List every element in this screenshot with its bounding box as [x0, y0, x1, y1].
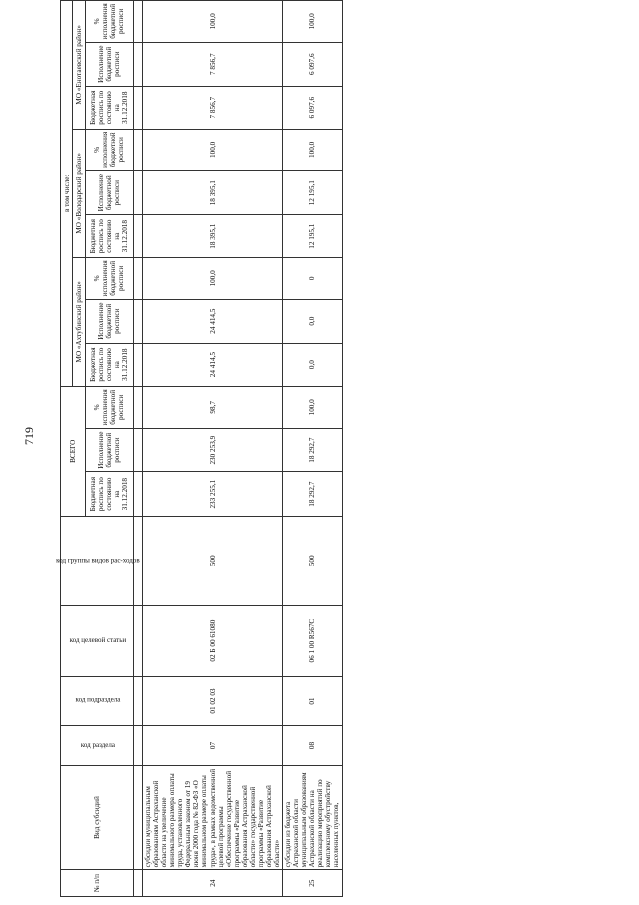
row-mo2-pct: 100,0: [283, 129, 342, 171]
subsidy-table: [55, 0, 343, 897]
row-total-pct: 98,7: [143, 386, 283, 429]
header-mo2: МО «Володарский район»: [73, 129, 85, 257]
header-mo1-pct: % исполнения бюджетной росписи: [85, 258, 133, 300]
header-mo3: МО «Енотаевский район»: [73, 1, 85, 130]
row-mo3-plan: 7 856,7: [143, 86, 283, 129]
header-v-tom-chisle: в том числе:: [61, 1, 73, 387]
spacer-row: [134, 1, 143, 897]
row-mo1-pct: 100,0: [143, 258, 283, 300]
row-total-plan: 233 255,1: [143, 472, 283, 517]
row-mo3-pct: 100,0: [283, 1, 342, 43]
header-total-pct: % исполнения бюджетной росписи: [85, 386, 133, 429]
row-mo2-fact: 12 195,1: [283, 171, 342, 215]
row-celevaya: 06 1 00 R567C: [283, 605, 342, 676]
row-mo2-pct: 100,0: [143, 129, 283, 171]
header-mo3-plan: Бюджетная роспись по состоянию на 31.12.2018: [85, 86, 133, 129]
row-mo3-fact: 7 856,7: [143, 42, 283, 86]
row-type: субсидии из бюджета Астраханской области муниципальным образованиям Астраханской области на реализацию мероприятий по комплексному обустройству населенных пунктов,: [283, 765, 342, 870]
row-mo1-fact: 0,0: [283, 299, 342, 343]
row-celevaya: 02 Б 00 61080: [143, 605, 283, 676]
header-vid-rashodov: код группы видов рас-ходов: [61, 517, 134, 606]
row-mo3-fact: 6 097,6: [283, 42, 342, 86]
header-mo1: МО «Ахтубинский район»: [73, 258, 85, 386]
row-mo1-fact: 24 414,5: [143, 299, 283, 343]
row-no: 24: [143, 870, 283, 897]
header-vsego: ВСЕГО: [61, 386, 86, 517]
row-mo2-fact: 18 395,1: [143, 171, 283, 215]
header-mo2-fact: Исполнение бюджетной росписи: [85, 171, 133, 215]
row-vid: 500: [283, 517, 342, 606]
row-total-fact: 230 253,9: [143, 429, 283, 472]
row-mo1-plan: 24 414,5: [143, 343, 283, 386]
row-vid: 500: [143, 517, 283, 606]
header-total-fact: Исполнение бюджетной росписи: [85, 429, 133, 472]
row-razdel: 08: [283, 726, 342, 765]
row-mo2-plan: 12 195,1: [283, 215, 342, 258]
row-total-plan: 18 292,7: [283, 472, 342, 517]
table-row: [143, 1, 283, 897]
header-mo2-plan: Бюджетная роспись по состоянию на 31.12.2018: [85, 215, 133, 258]
row-total-pct: 100,0: [283, 386, 342, 429]
row-no: 25: [283, 870, 342, 897]
header-mo3-pct: % исполнения бюджетной росписи: [85, 1, 133, 43]
header-mo1-fact: Исполнение бюджетной росписи: [85, 299, 133, 343]
row-mo1-plan: 0,0: [283, 343, 342, 386]
row-mo2-plan: 18 395,1: [143, 215, 283, 258]
header-mo3-fact: Исполнение бюджетной росписи: [85, 42, 133, 86]
row-podrazdel: 01: [283, 676, 342, 726]
row-razdel: 07: [143, 726, 283, 765]
header-type: Вид субсидий: [61, 765, 134, 870]
row-mo3-pct: 100,0: [143, 1, 283, 43]
row-total-fact: 18 292,7: [283, 429, 342, 472]
header-mo1-plan: Бюджетная роспись по состоянию на 31.12.2018: [85, 343, 133, 386]
header-no: № п/п: [61, 870, 134, 897]
row-mo1-pct: 0: [283, 258, 342, 300]
row-mo3-plan: 6 097,6: [283, 86, 342, 129]
header-total-plan: Бюджетная роспись по состоянию на 31.12.2018: [85, 472, 133, 517]
header-podrazdel: код подраздела: [61, 676, 134, 726]
page-number: 719: [22, 427, 36, 445]
header-celevaya: код целевой статьи: [61, 605, 134, 676]
header-mo2-pct: % исполнения бюджетной росписи: [85, 129, 133, 171]
row-type: субсидии муниципальным образованиям Астраханской области на увеличение минимального размера оплаты труда, установленного Федеральным законом от 19 июня 2000 года № 82-ФЗ «О минимальном размере оплаты труда», в рамках ведомственной целевой программы «Обеспечение государственной программы «Развитие образования Астраханской области» государственной программы «Развитие образования Астраханской области»: [143, 765, 283, 870]
header-razdel: код раздела: [61, 726, 134, 765]
row-podrazdel: 01 02 03: [143, 676, 283, 726]
table-row: [283, 1, 342, 897]
